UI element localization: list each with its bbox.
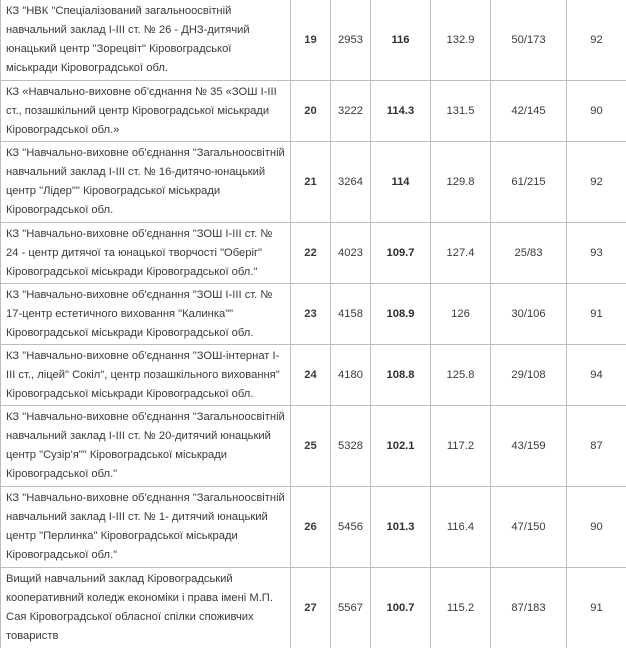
ratio-cell: 43/159	[491, 406, 567, 487]
national-rank-cell: 2953	[331, 0, 371, 81]
ratio-cell: 61/215	[491, 142, 567, 223]
rank-cell: 24	[291, 345, 331, 406]
ratio-cell: 47/150	[491, 487, 567, 568]
table-row	[1, 81, 626, 142]
rank-cell: 22	[291, 223, 331, 284]
rank-cell: 19	[291, 0, 331, 81]
table-row	[1, 406, 626, 487]
ratio-cell: 29/108	[491, 345, 567, 406]
percent-cell: 92	[567, 0, 626, 81]
percent-cell: 92	[567, 142, 626, 223]
average-score-cell: 129.8	[431, 142, 491, 223]
average-score-cell: 132.9	[431, 0, 491, 81]
percent-cell: 91	[567, 284, 626, 345]
national-rank-cell: 5328	[331, 406, 371, 487]
school-name: КЗ "Навчально-виховне об'єднання "ЗОШ І-ІІІ ст. № 24 - центр дитячої та юнацької творчості "Оберіг" Кіровоградської міськради Кіровоградської обл."	[1, 223, 291, 284]
table-row	[1, 284, 626, 345]
national-rank-cell: 3222	[331, 81, 371, 142]
school-name: КЗ "Навчально-виховне об'єднання "Загальноосвітній навчальний заклад І-ІІІ ст. № 20-дитячий юнацький центр "Сузір'я"" Кіровоградської міськради Кіровоградської обл."	[1, 406, 291, 487]
national-rank-cell: 3264	[331, 142, 371, 223]
score-cell: 101.3	[371, 487, 431, 568]
percent-cell: 87	[567, 406, 626, 487]
score-cell: 116	[371, 0, 431, 81]
table-row	[1, 142, 626, 223]
national-rank-cell: 4023	[331, 223, 371, 284]
average-score-cell: 125.8	[431, 345, 491, 406]
school-name: КЗ "НВК "Спеціалізований загальноосвітній навчальний заклад І-ІІІ ст. № 26 - ДНЗ-дитячий юнацький центр "Зорецвіт" Кіровоградської міськради Кіровоградської обл.	[1, 0, 291, 81]
school-name: КЗ "Навчально-виховне об'єднання "Загальноосвітній навчальний заклад І-ІІІ ст. № 16-дитячо-юнацький центр "Лідер"" Кіровоградської міськради Кіровоградської обл.	[1, 142, 291, 223]
average-score-cell: 115.2	[431, 568, 491, 648]
percent-cell: 91	[567, 568, 626, 648]
rank-cell: 26	[291, 487, 331, 568]
average-score-cell: 117.2	[431, 406, 491, 487]
school-name: КЗ «Навчально-виховне об'єднання № 35 «ЗОШ І-ІІІ ст., позашкільний центр Кіровоградської міськради Кіровоградської обл.»	[1, 81, 291, 142]
score-cell: 109.7	[371, 223, 431, 284]
score-cell: 114.3	[371, 81, 431, 142]
national-rank-cell: 4158	[331, 284, 371, 345]
table-row	[1, 487, 626, 568]
ratio-cell: 87/183	[491, 568, 567, 648]
table-row	[1, 568, 626, 648]
score-cell: 100.7	[371, 568, 431, 648]
school-name: КЗ "Навчально-виховне об'єднання "ЗОШ І-ІІІ ст. № 17-центр естетичного виховання "Калинка"" Кіровоградської міськради Кіровоградської обл.	[1, 284, 291, 345]
score-cell: 102.1	[371, 406, 431, 487]
rank-cell: 27	[291, 568, 331, 648]
percent-cell: 93	[567, 223, 626, 284]
average-score-cell: 131.5	[431, 81, 491, 142]
rank-cell: 21	[291, 142, 331, 223]
rank-cell: 20	[291, 81, 331, 142]
percent-cell: 90	[567, 81, 626, 142]
rank-cell: 25	[291, 406, 331, 487]
table-row	[1, 223, 626, 284]
ratio-cell: 50/173	[491, 0, 567, 81]
ratio-cell: 25/83	[491, 223, 567, 284]
national-rank-cell: 4180	[331, 345, 371, 406]
average-score-cell: 127.4	[431, 223, 491, 284]
table-row	[1, 345, 626, 406]
percent-cell: 94	[567, 345, 626, 406]
national-rank-cell: 5567	[331, 568, 371, 648]
school-name: Вищий навчальний заклад Кіровоградський кооперативний коледж економіки і права імені М.П. Сая Кіровоградської обласної спілки споживчих товариств	[1, 568, 291, 648]
national-rank-cell: 5456	[331, 487, 371, 568]
ratio-cell: 42/145	[491, 81, 567, 142]
ratio-cell: 30/106	[491, 284, 567, 345]
school-name: КЗ "Навчально-виховне об'єднання "ЗОШ-інтернат І-ІІІ ст., ліцей" Сокіл", центр позашкільного виховання" Кіровоградської міськради Кіровоградської обл.	[1, 345, 291, 406]
score-cell: 108.8	[371, 345, 431, 406]
score-cell: 108.9	[371, 284, 431, 345]
percent-cell: 90	[567, 487, 626, 568]
table-row	[1, 0, 626, 81]
school-name: КЗ "Навчально-виховне об'єднання "Загальноосвітній навчальний заклад І-ІІІ ст. № 1- дитячий юнацький центр "Перлинка" Кіровоградської міськради Кіровоградської обл."	[1, 487, 291, 568]
rank-cell: 23	[291, 284, 331, 345]
average-score-cell: 116.4	[431, 487, 491, 568]
average-score-cell: 126	[431, 284, 491, 345]
score-cell: 114	[371, 142, 431, 223]
